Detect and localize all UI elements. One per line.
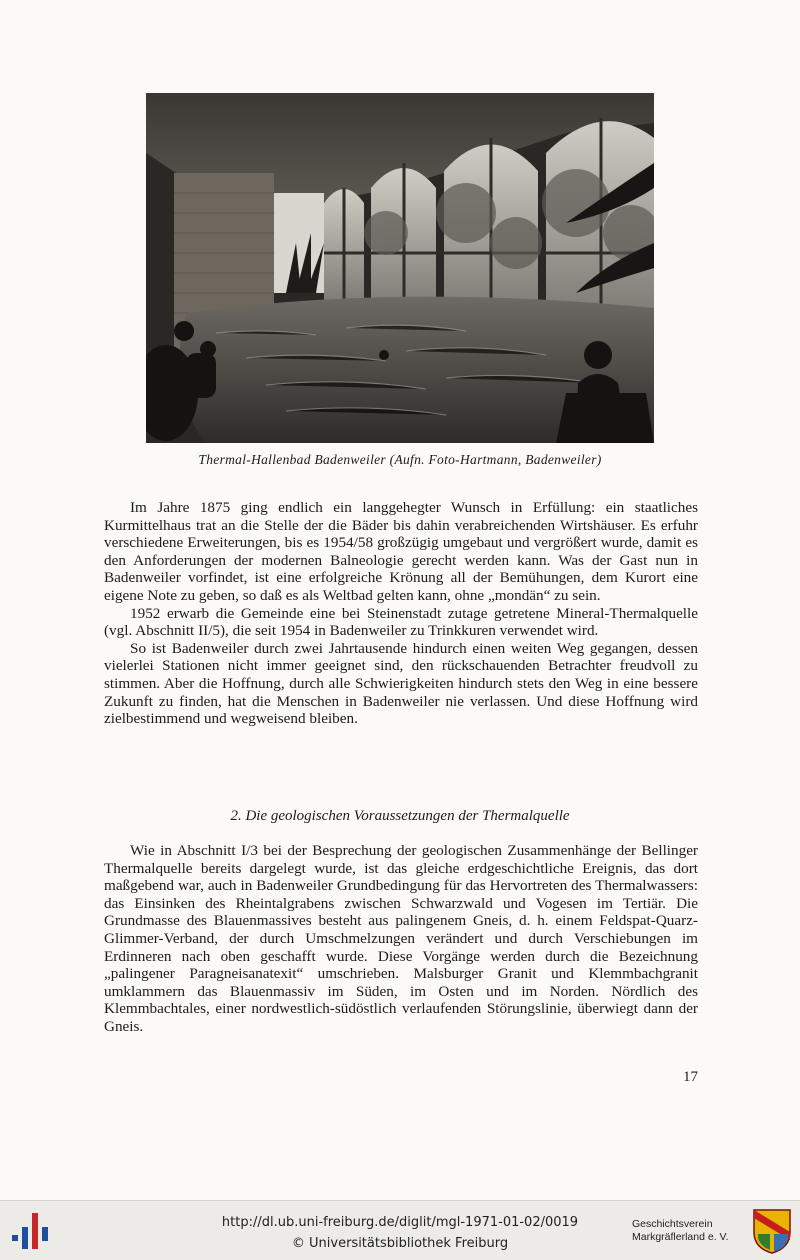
paragraph: Im Jahre 1875 ging endlich ein langgehegter Wunsch in Erfüllung: ein staatliches Kurmittelhaus trat an die Stelle der die Bäder bis dahin verabreichenden Wirtshäuser. Es erfuhr verschiedene Erweiterungen, bis es 1954/58 großzügig umgebaut und vergrößert wurde, damit es den Anforderungen der modernen Balneologie gerecht werden kann. Was der Gast nun in Badenweiler vorfindet, ist eine erfolgreiche Krönung all der Bemühungen, dem Kurort eine eigene Note zu geben, so daß es als Weltbad gelten kann, ohne „mondän“ zu sein.	[104, 499, 698, 604]
paragraph: So ist Badenweiler durch zwei Jahrtausende hindurch einen weiten Weg gegangen, dessen vielerlei Stationen nicht immer geeignet sind, den rückschauenden Betrachter freudvoll zu stimmen. Aber die Hoffnung, durch alle Schwierigkeiten hindurch stets den Weg in eine bessere Zukunft zu finden, hat die Menschen in Badenweiler nie verlassen. Und diese Hoffnung wird zielbestimmend und wegweisend bleiben.	[104, 639, 698, 728]
document-url-link[interactable]: http://dl.ub.uni-freiburg.de/diglit/mgl-1971-01-02/0019	[221, 1215, 579, 1230]
text-block-history	[104, 499, 698, 728]
society-name	[632, 1218, 748, 1244]
paragraph: Wie in Abschnitt I/3 bei der Besprechung der geologischen Zusammenhänge der Bellinger Thermalquelle bereits dargelegt wurde, ist das gleiche erdgeschichtliche Ereignis, das dort maßgebend war, auch in Badenweiler Grundbedingung für das Hervortreten des Thermalwassers: das Einsinken des Rheintalgrabens zwischen Schwarzwald und Vogesen im Tertiär. Die Grundmasse des Blauenmassives besteht aus palingenem Gneis, d. h. einem Feldspat-Quarz-Glimmer-Verband, der durch Umschmelzungen verändert und durch Verschiebungen im Erdinneren nach oben geschafft wurde. Diese Vorgänge werden durch die Bezeichnung „palingener Paragneisanatexit“ umschrieben. Malsburger Granit und Klemmbachgranit umklammern das Blauenmassiv im Süden, im Osten und im Norden. Nördlich des Klemmbachtales, einer nordwestlich-südöstlich verlaufenden Störungslinie, überwiegt dann der Gneis.	[104, 842, 698, 1035]
copyright-text: © Universitätsbibliothek Freiburg	[291, 1236, 509, 1251]
page-number: 17	[683, 1069, 698, 1085]
society-line: Geschichtsverein	[632, 1218, 713, 1230]
ub-freiburg-logo-icon[interactable]	[10, 1209, 52, 1253]
section-heading: 2. Die geologischen Voraussetzungen der Thermalquelle	[230, 808, 570, 824]
thermal-bath-photo	[146, 93, 654, 443]
text-block-geology	[104, 842, 698, 1036]
society-line: Markgräflerland e. V.	[632, 1231, 729, 1243]
viewer-footer	[0, 1200, 800, 1260]
coat-of-arms-icon[interactable]	[752, 1208, 792, 1254]
photo-caption: Thermal-Hallenbad Badenweiler (Aufn. Foto-Hartmann, Badenweiler)	[198, 452, 602, 467]
paragraph: 1952 erwarb die Gemeinde eine bei Steinenstadt zutage getretene Mineral-Thermalquelle (vgl. Abschnitt II/5), die seit 1954 in Badenweiler zu Trinkkuren verwendet wird.	[104, 604, 698, 640]
